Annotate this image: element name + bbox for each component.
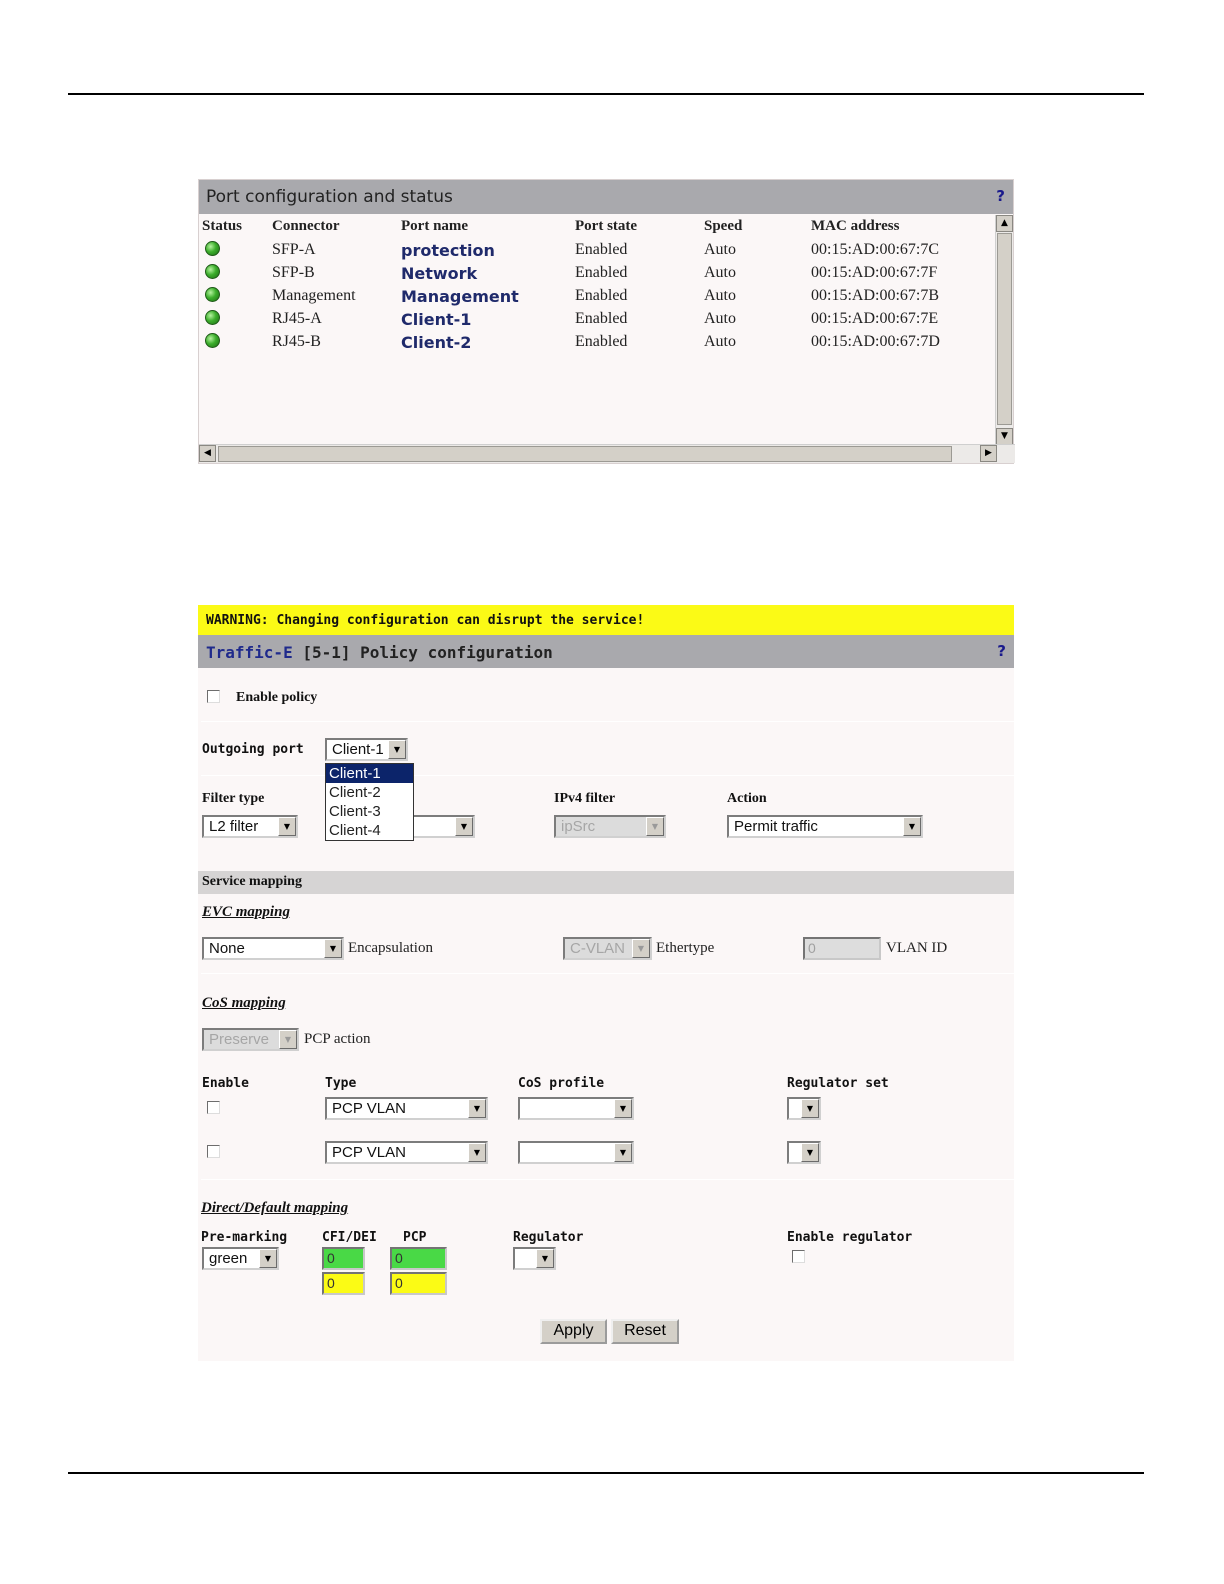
ethertype-label: Ethertype bbox=[656, 940, 715, 956]
chevron-down-icon[interactable]: ▼ bbox=[455, 817, 473, 836]
port-state-cell: Enabled bbox=[575, 333, 628, 350]
cfi-dei-label: CFI/DEI bbox=[322, 1230, 377, 1245]
cos-profile-header: CoS profile bbox=[518, 1076, 605, 1091]
horizontal-scrollbar[interactable] bbox=[199, 444, 1015, 463]
vertical-scrollbar[interactable] bbox=[995, 215, 1013, 445]
ethertype-value: C-VLAN bbox=[570, 940, 626, 957]
action-label: Action bbox=[727, 791, 767, 806]
cos-enable-header: Enable bbox=[202, 1076, 249, 1091]
outgoing-port-dropdown[interactable] bbox=[325, 763, 414, 841]
connector-cell: SFP-A bbox=[272, 241, 316, 258]
evc-mapping-title: EVC mapping bbox=[202, 904, 290, 920]
cos-mapping-title: CoS mapping bbox=[202, 995, 286, 1011]
port-panel-header bbox=[199, 180, 1013, 214]
mac-address-cell: 00:15:AD:00:67:7C bbox=[811, 241, 940, 258]
pcp-action-select[interactable] bbox=[202, 1028, 299, 1051]
encapsulation-value: None bbox=[209, 940, 245, 957]
help-icon[interactable]: ? bbox=[997, 642, 1006, 660]
pre-marking-label: Pre-marking bbox=[201, 1230, 288, 1245]
port-state-cell: Enabled bbox=[575, 241, 628, 258]
ethertype-select[interactable] bbox=[563, 937, 652, 960]
filter-type-label: Filter type bbox=[202, 791, 265, 806]
status-led-icon bbox=[205, 264, 220, 279]
pcp-label: PCP bbox=[403, 1230, 427, 1245]
regulator-set-select[interactable] bbox=[787, 1097, 821, 1120]
pre-marking-value: green bbox=[209, 1250, 248, 1267]
cos-row-enable-checkbox[interactable] bbox=[207, 1145, 220, 1158]
column-header-port-name: Port name bbox=[401, 218, 469, 234]
outgoing-port-value: Client-1 bbox=[332, 741, 384, 758]
port-state-cell: Enabled bbox=[575, 310, 628, 327]
regulator-set-header: Regulator set bbox=[787, 1076, 889, 1091]
column-header-status: Status bbox=[202, 218, 243, 234]
chevron-down-icon[interactable]: ▼ bbox=[536, 1249, 554, 1268]
reset-button[interactable]: Reset bbox=[611, 1319, 679, 1344]
table-row bbox=[199, 239, 995, 262]
enable-regulator-label: Enable regulator bbox=[787, 1230, 913, 1245]
status-led-icon bbox=[205, 333, 220, 348]
chevron-down-icon[interactable]: ▼ bbox=[646, 817, 664, 836]
chevron-down-icon[interactable]: ▼ bbox=[801, 1143, 819, 1162]
encapsulation-select[interactable] bbox=[202, 937, 344, 960]
policy-title-text: [5-1] Policy configuration bbox=[292, 643, 553, 662]
status-led-icon bbox=[205, 241, 220, 256]
cos-row-enable-checkbox[interactable] bbox=[207, 1101, 220, 1114]
status-led-icon bbox=[205, 310, 220, 325]
top-rule bbox=[68, 93, 1144, 95]
cos-type-value: PCP VLAN bbox=[332, 1144, 406, 1161]
encapsulation-label: Encapsulation bbox=[348, 940, 433, 956]
mac-address-cell: 00:15:AD:00:67:7F bbox=[811, 264, 938, 281]
port-state-cell: Enabled bbox=[575, 287, 628, 304]
help-icon[interactable]: ? bbox=[996, 187, 1005, 205]
scroll-right-arrow-icon[interactable]: ▶ bbox=[980, 445, 997, 462]
table-row bbox=[199, 285, 995, 308]
dropdown-option-client-3[interactable]: Client-3 bbox=[329, 803, 381, 820]
port-table-header bbox=[199, 216, 995, 239]
column-header-port-state: Port state bbox=[575, 218, 638, 234]
vlan-id-input[interactable]: 0 bbox=[803, 937, 881, 960]
port-state-cell: Enabled bbox=[575, 264, 628, 281]
chevron-down-icon[interactable]: ▼ bbox=[614, 1099, 632, 1118]
speed-cell: Auto bbox=[704, 287, 736, 304]
bottom-rule bbox=[68, 1472, 1144, 1474]
speed-cell: Auto bbox=[704, 264, 736, 281]
policy-panel-header bbox=[198, 635, 1014, 668]
ipv4-filter-label: IPv4 filter bbox=[554, 791, 616, 806]
ipv4-filter-select[interactable] bbox=[554, 815, 666, 838]
vertical-scroll-thumb[interactable] bbox=[997, 233, 1012, 425]
enable-regulator-checkbox[interactable] bbox=[792, 1250, 805, 1263]
yellow-pcp-input[interactable]: 0 bbox=[390, 1272, 447, 1295]
horizontal-scroll-thumb[interactable] bbox=[218, 446, 952, 462]
connector-cell: RJ45-B bbox=[272, 333, 321, 350]
dropdown-option-client-4[interactable]: Client-4 bbox=[329, 822, 381, 839]
vlan-id-label: VLAN ID bbox=[886, 940, 948, 956]
pcp-action-value: Preserve bbox=[209, 1031, 270, 1048]
action-value: Permit traffic bbox=[734, 818, 818, 835]
cos-profile-select[interactable] bbox=[518, 1141, 634, 1164]
column-header-connector: Connector bbox=[272, 218, 340, 234]
chevron-down-icon[interactable]: ▼ bbox=[468, 1099, 486, 1118]
scroll-left-arrow-icon[interactable]: ◀ bbox=[199, 445, 216, 462]
warning-banner: WARNING: Changing configuration can disrupt the service! bbox=[198, 605, 1014, 635]
service-mapping-label: Service mapping bbox=[202, 874, 302, 889]
policy-configuration-panel bbox=[198, 605, 1014, 1361]
action-select[interactable] bbox=[727, 815, 923, 838]
scroll-up-arrow-icon[interactable]: ▲ bbox=[996, 215, 1013, 232]
speed-cell: Auto bbox=[704, 310, 736, 327]
port-name-link[interactable]: Client-1 bbox=[401, 310, 472, 329]
filter-type-value: L2 filter bbox=[209, 818, 259, 835]
divider bbox=[201, 1179, 1014, 1180]
table-row bbox=[199, 331, 995, 354]
cos-profile-select[interactable] bbox=[518, 1097, 634, 1120]
column-header-mac-address: MAC address bbox=[811, 218, 900, 234]
mac-address-cell: 00:15:AD:00:67:7B bbox=[811, 287, 940, 304]
filter-type-select[interactable] bbox=[202, 815, 298, 838]
connector-cell: RJ45-A bbox=[272, 310, 322, 327]
ipv4-filter-value: ipSrc bbox=[561, 818, 596, 835]
chevron-down-icon[interactable]: ▼ bbox=[388, 740, 406, 759]
regulator-set-select[interactable] bbox=[787, 1141, 821, 1164]
chevron-down-icon[interactable]: ▼ bbox=[324, 939, 342, 958]
port-name-link[interactable]: Management bbox=[401, 287, 519, 306]
outgoing-port-select[interactable] bbox=[325, 738, 408, 761]
table-row bbox=[199, 262, 995, 285]
outgoing-port-label: Outgoing port bbox=[202, 742, 304, 757]
mac-address-cell: 00:15:AD:00:67:7D bbox=[811, 333, 940, 350]
apply-button[interactable]: Apply bbox=[540, 1319, 607, 1344]
chevron-down-icon[interactable]: ▼ bbox=[614, 1143, 632, 1162]
port-configuration-panel bbox=[198, 179, 1014, 464]
dropdown-option-client-1[interactable]: Client-1 bbox=[326, 764, 413, 783]
port-name-link[interactable]: protection bbox=[401, 241, 495, 260]
policy-panel-title bbox=[206, 643, 553, 662]
green-pcp-input[interactable]: 0 bbox=[390, 1247, 447, 1270]
speed-cell: Auto bbox=[704, 241, 736, 258]
service-mapping-band bbox=[198, 871, 1014, 894]
divider bbox=[201, 973, 1014, 974]
chevron-down-icon[interactable]: ▼ bbox=[801, 1099, 819, 1118]
status-led-icon bbox=[205, 287, 220, 302]
chevron-down-icon[interactable]: ▼ bbox=[903, 817, 921, 836]
regulator-label: Regulator bbox=[513, 1230, 584, 1245]
enable-policy-label: Enable policy bbox=[236, 690, 318, 705]
mac-address-cell: 00:15:AD:00:67:7E bbox=[811, 310, 939, 327]
divider bbox=[201, 721, 1014, 722]
connector-cell: Management bbox=[272, 287, 356, 304]
service-name-link[interactable]: Traffic-E bbox=[206, 643, 293, 662]
chevron-down-icon[interactable]: ▼ bbox=[259, 1249, 277, 1268]
pre-marking-select[interactable] bbox=[202, 1247, 279, 1270]
enable-policy-checkbox[interactable] bbox=[207, 690, 220, 703]
port-table bbox=[199, 216, 995, 354]
cos-type-select[interactable] bbox=[325, 1097, 488, 1120]
port-name-link[interactable]: Network bbox=[401, 264, 478, 283]
connector-cell: SFP-B bbox=[272, 264, 315, 281]
chevron-down-icon[interactable]: ▼ bbox=[468, 1143, 486, 1162]
table-row bbox=[199, 308, 995, 331]
port-panel-title: Port configuration and status bbox=[206, 187, 453, 207]
column-header-speed: Speed bbox=[704, 218, 743, 234]
chevron-down-icon[interactable]: ▼ bbox=[632, 939, 650, 958]
chevron-down-icon[interactable]: ▼ bbox=[278, 817, 296, 836]
dropdown-option-client-2[interactable]: Client-2 bbox=[329, 784, 381, 801]
pcp-action-label: PCP action bbox=[304, 1031, 371, 1047]
green-cfi-dei-input[interactable]: 0 bbox=[322, 1247, 365, 1270]
regulator-select[interactable] bbox=[513, 1247, 556, 1270]
speed-cell: Auto bbox=[704, 333, 736, 350]
cos-type-header: Type bbox=[325, 1076, 357, 1091]
scroll-down-arrow-icon[interactable]: ▼ bbox=[996, 428, 1013, 445]
cos-type-select[interactable] bbox=[325, 1141, 488, 1164]
port-name-link[interactable]: Client-2 bbox=[401, 333, 472, 352]
direct-default-mapping-title: Direct/Default mapping bbox=[201, 1200, 349, 1216]
chevron-down-icon[interactable]: ▼ bbox=[279, 1030, 297, 1049]
cos-type-value: PCP VLAN bbox=[332, 1100, 406, 1117]
yellow-cfi-dei-input[interactable]: 0 bbox=[322, 1272, 365, 1295]
divider bbox=[201, 775, 1014, 776]
